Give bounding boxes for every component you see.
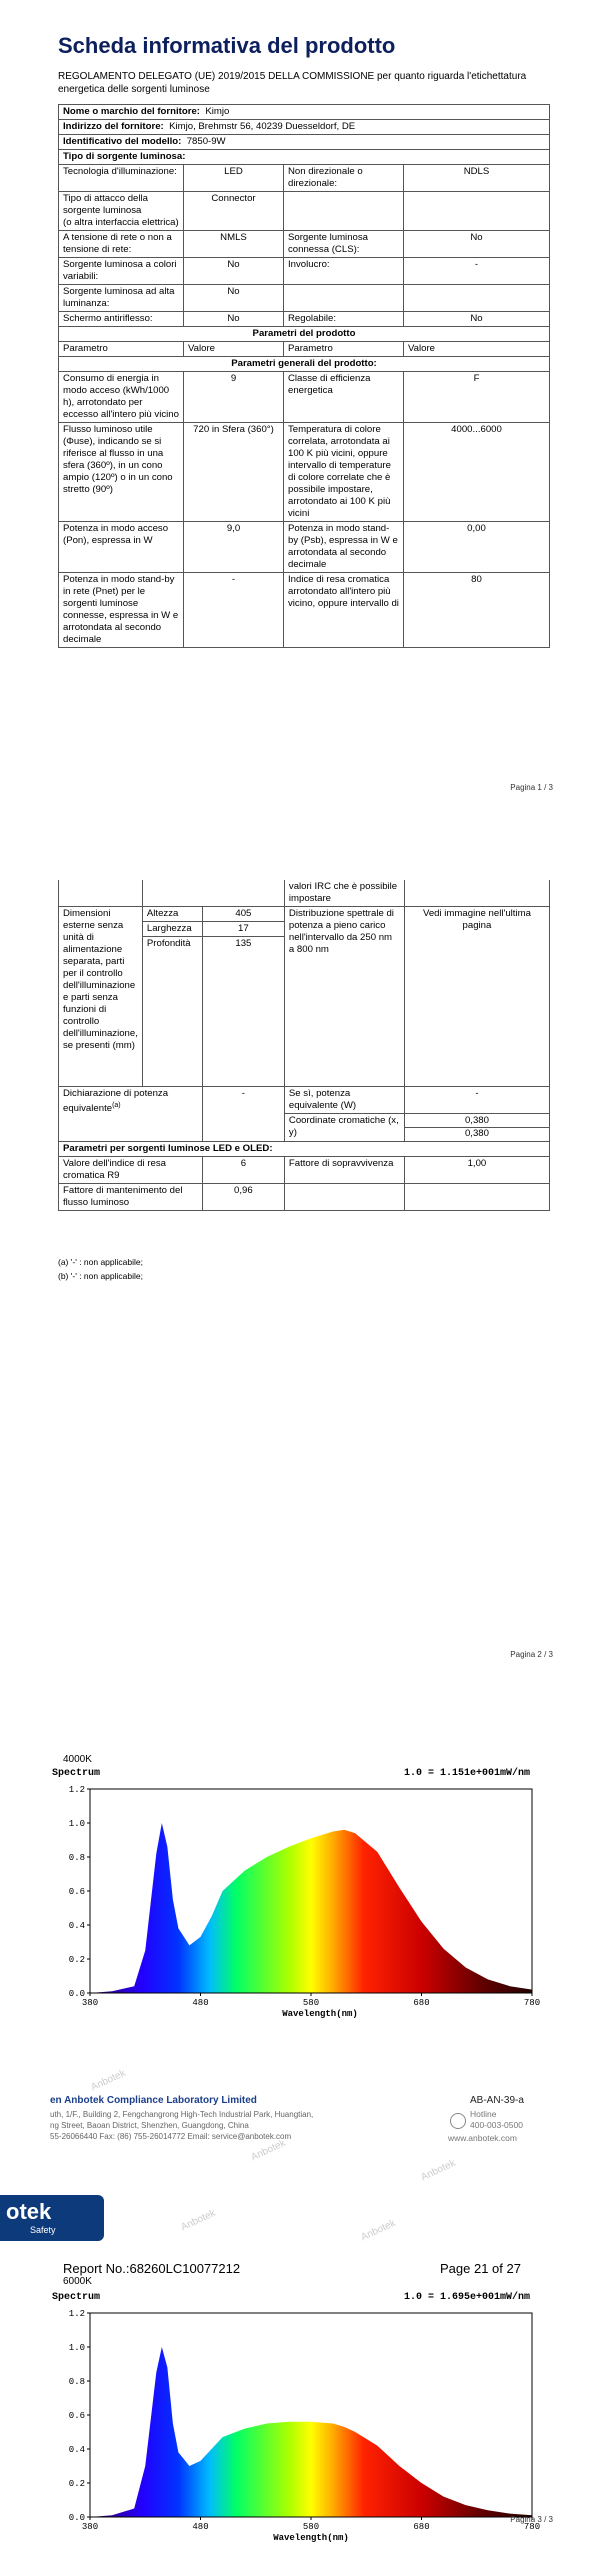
type-param-label [284, 285, 404, 312]
y-tick-label: 0.2 [68, 2479, 85, 2489]
y-tick-label: 1.0 [68, 2343, 85, 2353]
x-axis-label: Wavelength(nm) [282, 2009, 358, 2019]
x-tick-label: 680 [413, 2522, 430, 2532]
y-tick-label: 0.8 [68, 2377, 85, 2387]
y-tick-label: 1.0 [68, 1819, 85, 1829]
param-value: 4000...6000 [404, 423, 550, 522]
type-param-value: NDLS [404, 165, 550, 192]
type-rows [59, 165, 550, 327]
y-tick-label: 0.6 [68, 1887, 85, 1897]
type-param-value: No [184, 258, 284, 285]
lab-name: en Anbotek Compliance Laboratory Limited [50, 2095, 257, 2106]
page-number-2: Pagina 2 / 3 [510, 1650, 553, 1659]
report-number: Report No.:68260LC10077212 [63, 2261, 241, 2276]
model-id-label: Identificativo del modello: [63, 136, 182, 147]
x-axis-label: Wavelength(nm) [273, 2533, 349, 2543]
param-label: Potenza in modo stand-by (Psb), espressa in W e arrotondata al secondo decimale [284, 522, 404, 573]
type-param-value [404, 192, 550, 231]
note-b: (b) '-' : non applicabile; [58, 1271, 143, 1281]
dim-width-value: 17 [202, 922, 284, 937]
spectrum-area [90, 1823, 532, 1993]
page-3 [0, 1745, 603, 2560]
general-rows [59, 372, 550, 648]
anbotek-logo: otek Safety [0, 2195, 104, 2241]
param-value: 9 [184, 372, 284, 423]
footnotes [58, 1255, 143, 1283]
param-label: Classe di efficienza energetica [284, 372, 404, 423]
watermark: Anbotek [179, 2207, 218, 2234]
section-title: Parametri del prodotto [59, 327, 550, 342]
lumen-maint-value: 0,96 [202, 1184, 284, 1211]
watermark: Anbotek [419, 2157, 458, 2184]
type-param-value: No [404, 231, 550, 258]
dim-depth-label: Profondità [142, 937, 202, 1087]
type-param-value: Connector [184, 192, 284, 231]
type-param-value: No [184, 312, 284, 327]
r9-label: Valore dell'indice di resa cromatica R9 [59, 1157, 203, 1184]
type-row [59, 192, 550, 231]
equiv-w-label: Se sì, potenza equivalente (W) [284, 1087, 404, 1114]
section-title-row [59, 327, 550, 342]
type-param-label [284, 192, 404, 231]
dim-height-label: Altezza [142, 907, 202, 922]
general-row [59, 573, 550, 648]
col-value-2: Valore [404, 342, 550, 357]
regulation-text: REGOLAMENTO DELEGATO (UE) 2019/2015 DELLA COMMISSIONE per quanto riguarda l'etichettatura energetica delle sorgenti luminose [58, 71, 527, 95]
param-label: Temperatura di colore correlata, arrotondata ai 100 K più vicini, oppure intervallo di temperature di colore correlate che è possibile impostare, arrotondato ai 100 K più vicini [284, 423, 404, 522]
spectrum-chart-4000k [50, 1765, 540, 2025]
chroma-values [404, 1114, 549, 1142]
r9-value: 6 [202, 1157, 284, 1184]
type-param-value: LED [184, 165, 284, 192]
y-tick-label: 0.4 [68, 2445, 85, 2455]
lumen-maint-row [59, 1184, 550, 1211]
chart-title: Spectrum [52, 1768, 101, 1779]
type-param-value: No [184, 285, 284, 312]
equiv-w-value: - [404, 1087, 549, 1114]
x-tick-label: 680 [413, 1998, 430, 2008]
y-tick-label: 0.8 [68, 1853, 85, 1863]
chroma-label: Coordinate cromatiche (x, y) [284, 1114, 404, 1142]
x-tick-label: 380 [81, 1998, 99, 2008]
type-param-value: NMLS [184, 231, 284, 258]
chroma-x: 0,380 [464, 1115, 489, 1126]
equiv-sup: (a) [112, 1102, 121, 1109]
type-param-label: Tipo di attacco della sorgente luminosa (o altra interfaccia elettrica) [59, 192, 184, 231]
type-param-label: Tecnologia d'illuminazione: [59, 165, 184, 192]
spd-label: Distribuzione spettrale di potenza a pieno carico nell'intervallo da 250 nm a 800 nm [284, 907, 404, 1087]
col-value-1: Valore [184, 342, 284, 357]
y-tick-label: 0.0 [68, 2513, 85, 2523]
page-1 [0, 0, 603, 830]
product-table [58, 104, 550, 648]
product-table-cont [58, 880, 550, 1211]
chart-annotation: 1.0 = 1.151e+001mW/nm [403, 1768, 530, 1779]
type-param-label: Sorgente luminosa ad alta luminanza: [59, 285, 184, 312]
general-title: Parametri generali del prodotto: [59, 357, 550, 372]
dimension-row [59, 907, 550, 922]
param-label: Flusso luminoso utile (Φuse), indicando se si riferisce al flusso in una sfera (360º), in un cono ampio (120º) o in un cono stretto (90º) [59, 423, 184, 522]
watermark: Anbotek [89, 2067, 128, 2094]
x-tick-label: 380 [81, 2522, 99, 2532]
param-label: Consumo di energia in modo acceso (kWh/1000 h), arrotondato per eccesso all'intero più vicino [59, 372, 184, 423]
type-row [59, 258, 550, 285]
model-id-row [59, 135, 550, 150]
type-param-label: Sorgente luminosa a colori variabili: [59, 258, 184, 285]
x-tick-label: 580 [302, 1998, 320, 2008]
supplier-name-row [59, 105, 550, 120]
equiv-label: Dichiarazione di potenza equivalente$^{(a)}$ [59, 1087, 203, 1142]
report-page: Page 21 of 27 [440, 2261, 521, 2276]
lab-code: AB-AN-39-a [470, 2095, 524, 2106]
type-param-label: Non direzionale o direzionale: [284, 165, 404, 192]
survival-label: Fattore di sopravvivenza [284, 1157, 404, 1184]
page-number-1: Pagina 1 / 3 [510, 783, 553, 792]
r9-row [59, 1157, 550, 1184]
dim-width-label: Larghezza [142, 922, 202, 937]
general-row [59, 423, 550, 522]
source-type-label: Tipo di sorgente luminosa: [59, 150, 550, 165]
chart-title: Spectrum [52, 2292, 101, 2303]
supplier-address-value: Kimjo, Brehmstr 56, 40239 Duesseldorf, DE [169, 121, 356, 132]
dimensions-label: Dimensioni esterne senza unità di alimentazione separata, parti per il controllo dell'illuminazione e parti senza funzioni di controllo dell'illuminazione, se presenti (mm) [59, 907, 143, 1087]
led-title: Parametri per sorgenti luminose LED e OLED: [59, 1142, 550, 1157]
type-param-value [404, 285, 550, 312]
equiv-value: - [202, 1087, 284, 1142]
spd-value: Vedi immagine nell'ultima pagina [404, 907, 549, 1087]
supplier-address-row [59, 120, 550, 135]
page-title: Scheda informativa del prodotto [58, 33, 396, 58]
general-row [59, 372, 550, 423]
y-tick-label: 1.2 [68, 2309, 85, 2319]
cct-6000-label: 6000K [63, 2276, 92, 2287]
type-param-value: - [404, 258, 550, 285]
supplier-name-value: Kimjo [205, 106, 230, 117]
param-value: - [184, 573, 284, 648]
type-param-label: Involucro: [284, 258, 404, 285]
cri-cont-text: valori IRC che è possibile impostare [284, 880, 404, 907]
watermark: Anbotek [249, 2137, 288, 2164]
param-value: 9,0 [184, 522, 284, 573]
x-tick-label: 780 [523, 1998, 540, 2008]
type-param-label: Sorgente luminosa connessa (CLS): [284, 231, 404, 258]
source-type-row [59, 150, 550, 165]
param-value: F [404, 372, 550, 423]
general-title-row [59, 357, 550, 372]
chart-annotation: 1.0 = 1.695e+001mW/nm [403, 2292, 530, 2303]
type-param-value: No [404, 312, 550, 327]
hotline-info: Hotline 400-003-0500 [470, 2109, 523, 2130]
param-value: 0,00 [404, 522, 550, 573]
param-label: Potenza in modo stand-by in rete (Pnet) per le sorgenti luminose connesse, espressa in W e arrotondata al secondo decimale [59, 573, 184, 648]
y-tick-label: 0.2 [68, 1955, 85, 1965]
y-tick-label: 0.4 [68, 1921, 85, 1931]
note-a: (a) '-' : non applicabile; [58, 1257, 143, 1267]
x-tick-label: 480 [192, 1998, 209, 2008]
y-tick-label: 1.2 [68, 1785, 85, 1795]
general-row [59, 522, 550, 573]
chroma-y: 0,380 [405, 1127, 549, 1140]
param-value: 80 [404, 573, 550, 648]
lumen-maint-label: Fattore di mantenimento del flusso luminoso [59, 1184, 203, 1211]
x-tick-label: 480 [192, 2522, 209, 2532]
watermark: Anbotek [359, 2217, 398, 2244]
dim-height-value: 405 [202, 907, 284, 922]
x-tick-label: 580 [302, 2522, 320, 2532]
param-label: Potenza in modo acceso (Pon), espressa in W [59, 522, 184, 573]
x-tick-label: 780 [523, 2522, 540, 2532]
col-param-1: Parametro [59, 342, 184, 357]
page-2 [0, 880, 603, 1700]
type-row [59, 165, 550, 192]
page-number-3: Pagina 3 / 3 [510, 2515, 553, 2524]
y-tick-label: 0.6 [68, 2411, 85, 2421]
param-label: Indice di resa cromatica arrotondato all'intero più vicino, oppure intervallo di [284, 573, 404, 648]
y-tick-label: 0.0 [68, 1989, 85, 1999]
type-param-label: A tensione di rete o non a tensione di rete: [59, 231, 184, 258]
dim-depth-value: 135 [202, 937, 284, 1087]
lab-address: uth, 1/F., Building 2, Fengchangrong High-Tech Industrial Park, Huangtian, ng Street, Baoan District, Shenzhen, Guangdong, China 55-26066440 Fax: (86) 755-26014772 Email: service@anbotek.com [50, 2110, 314, 2141]
param-value: 720 in Sfera (360°) [184, 423, 284, 522]
website: www.anbotek.com [448, 2133, 517, 2143]
type-row [59, 231, 550, 258]
type-row [59, 285, 550, 312]
spectrum-chart-6000k [50, 2289, 540, 2560]
type-param-label: Schermo antiriflesso: [59, 312, 184, 327]
phone-icon [450, 2113, 466, 2129]
type-row [59, 312, 550, 327]
supplier-name-label: Nome o marchio del fornitore: [63, 106, 200, 117]
model-id-value: 7850-9W [186, 136, 226, 147]
col-param-2: Parametro [284, 342, 404, 357]
column-header-row [59, 342, 550, 357]
cct-4000-label: 4000K [63, 1754, 92, 1765]
survival-value: 1,00 [404, 1157, 549, 1184]
type-param-label: Regolabile: [284, 312, 404, 327]
supplier-address-label: Indirizzo del fornitore: [63, 121, 164, 132]
equivalent-power-row [59, 1087, 550, 1114]
spectrum-area [90, 2347, 532, 2517]
